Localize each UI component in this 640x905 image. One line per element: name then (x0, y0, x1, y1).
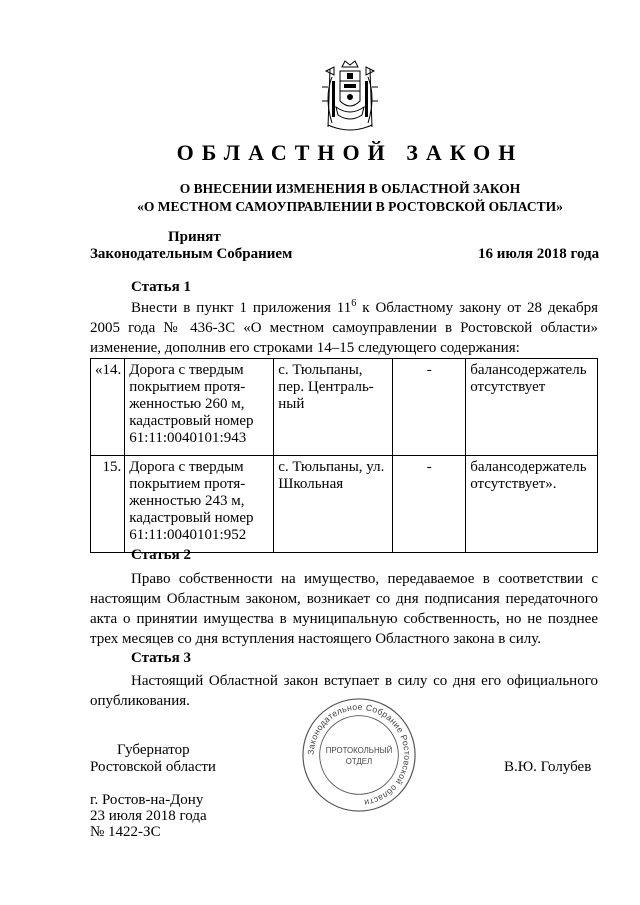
stamp-ring-text: Законодательное Собрание Ростовской области (305, 701, 413, 808)
footer-number: № 1422-ЗС (90, 824, 161, 840)
article-3-heading: Статья 3 (131, 650, 191, 666)
article-1-heading: Статья 1 (131, 279, 191, 295)
row-number: 15. (91, 456, 125, 553)
footer-date: 23 июля 2018 года (90, 808, 207, 824)
adoption-label: Принят (168, 229, 221, 245)
row-extra: - (393, 359, 466, 456)
adoption-date: 16 июля 2018 года (478, 246, 600, 262)
amendment-table (90, 358, 598, 553)
row-location: с. Тюльпаны, пер. Централь-ный (274, 359, 393, 456)
article-1-text (90, 298, 598, 358)
footer-place: г. Ростов-на-Дону (90, 792, 204, 808)
table-row (91, 456, 598, 553)
governor-name: В.Ю. Голубев (504, 759, 592, 775)
row-holder: балансодержатель отсутствует (466, 359, 598, 456)
row-object: Дорога с твердым покрытием протя-женностью 243 м, кадастровый номер 61:11:0040101:952 (125, 456, 274, 553)
row-holder: балансодержатель отсутствует». (466, 456, 598, 553)
subtitle-line-2: «О МЕСТНОМ САМОУПРАВЛЕНИИ В РОСТОВСКОЙ ОБЛАСТИ» (137, 199, 563, 214)
table-row (91, 359, 598, 456)
row-object: Дорога с твердым покрытием протя-женностью 260 м, кадастровый номер 61:11:0040101:943 (125, 359, 274, 456)
coat-of-arms-icon (318, 57, 382, 137)
stamp-center-line-2: ОТДЕЛ (345, 756, 373, 766)
article-2-heading: Статья 2 (131, 547, 191, 563)
article-1-text-part-1: Внести в пункт 1 приложения 11 (131, 300, 352, 316)
article-2-text: Право собственности на имущество, передаваемое в соответствии с настоящим Областным законом, возникает со дня подписания передаточного акта о принятии имущества в муниципальную собственность, но не позднее трех месяцев со дня вступления настоящего Областного закона в силу. (90, 571, 598, 647)
document-subtitle (90, 180, 610, 216)
document-title: ОБЛАСТНОЙ ЗАКОН (176, 140, 524, 165)
article-1-superscript: 6 (351, 298, 357, 309)
stamp-center-line-1: ПРОТОКОЛЬНЫЙ (325, 746, 393, 756)
governor-title: Губернатор (117, 742, 190, 758)
adoption-body: Законодательным Собранием (90, 246, 293, 262)
subtitle-line-1: О ВНЕСЕНИИ ИЗМЕНЕНИЯ В ОБЛАСТНОЙ ЗАКОН (179, 181, 521, 196)
row-number: «14. (91, 359, 125, 456)
official-stamp (300, 696, 418, 814)
article-1-text-part-2: к Областному закону от 28 декабря 2005 года № 436-ЗС «О местном самоуправлении в Ростовской области» изменение, дополнив его строками 14–15 следующего содержания: (90, 300, 598, 356)
row-extra: - (393, 456, 466, 553)
row-location: с. Тюльпаны, ул. Школьная (274, 456, 393, 553)
article-3-text: Настоящий Областной закон вступает в силу со дня его официального опубликования. (90, 673, 598, 709)
governor-region: Ростовской области (90, 759, 216, 775)
